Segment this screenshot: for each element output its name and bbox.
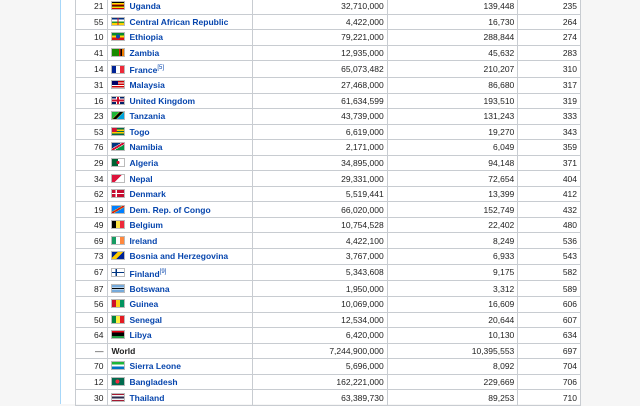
citation-link[interactable]: [9] bbox=[159, 268, 167, 275]
area-cell: 131,243 bbox=[387, 109, 518, 125]
country-link[interactable]: France bbox=[129, 65, 158, 76]
density-cell: 582 bbox=[518, 264, 581, 281]
population-cell: 5,519,441 bbox=[253, 186, 387, 202]
flag-icon bbox=[111, 220, 125, 229]
rank-cell: 21 bbox=[76, 0, 108, 14]
rank-cell: 55 bbox=[76, 14, 108, 30]
population-cell: 27,468,000 bbox=[253, 78, 387, 94]
rank-cell: 23 bbox=[76, 109, 108, 125]
density-cell: 333 bbox=[518, 109, 581, 125]
country-cell bbox=[108, 124, 253, 140]
country-cell bbox=[108, 328, 253, 344]
area-cell: 19,270 bbox=[387, 124, 518, 140]
density-cell: 710 bbox=[518, 390, 581, 406]
population-cell: 34,895,000 bbox=[253, 155, 387, 171]
area-cell: 16,730 bbox=[387, 14, 518, 30]
table-row bbox=[76, 233, 581, 249]
country-link[interactable]: Botswana bbox=[129, 283, 170, 294]
country-link[interactable]: Zambia bbox=[129, 47, 160, 58]
country-link[interactable]: Denmark bbox=[129, 189, 166, 200]
density-cell: 235 bbox=[518, 0, 581, 14]
rank-cell: 31 bbox=[76, 78, 108, 94]
flag-icon bbox=[111, 80, 125, 89]
country-link[interactable]: Togo bbox=[129, 126, 150, 137]
population-cell: 10,069,000 bbox=[253, 296, 387, 312]
country-link[interactable]: Libya bbox=[129, 330, 152, 341]
country-cell bbox=[108, 374, 253, 390]
flag-icon bbox=[111, 142, 125, 151]
area-cell: 193,510 bbox=[387, 93, 518, 109]
country-link[interactable]: Nepal bbox=[129, 173, 153, 184]
area-cell: 72,654 bbox=[387, 171, 518, 187]
area-cell: 89,253 bbox=[387, 390, 518, 406]
flag-icon bbox=[111, 299, 125, 308]
population-cell: 12,935,000 bbox=[253, 45, 387, 61]
density-cell: 606 bbox=[518, 296, 581, 312]
area-cell: 13,399 bbox=[387, 186, 518, 202]
area-cell: 86,680 bbox=[387, 78, 518, 94]
country-link[interactable]: Ireland bbox=[129, 235, 158, 246]
density-cell: 607 bbox=[518, 312, 581, 328]
population-cell: 63,389,730 bbox=[253, 390, 387, 406]
population-cell: 2,171,000 bbox=[253, 140, 387, 156]
density-cell: 404 bbox=[518, 171, 581, 187]
rank-cell: 10 bbox=[76, 30, 108, 46]
density-cell: 274 bbox=[518, 30, 581, 46]
rank-cell: 64 bbox=[76, 328, 108, 344]
density-cell: 412 bbox=[518, 186, 581, 202]
population-cell: 10,754,528 bbox=[253, 217, 387, 233]
table-row bbox=[76, 312, 581, 328]
flag-icon bbox=[111, 111, 125, 120]
population-cell: 7,244,900,000 bbox=[253, 343, 387, 359]
density-cell: 319 bbox=[518, 93, 581, 109]
area-cell: 45,632 bbox=[387, 45, 518, 61]
area-cell: 6,933 bbox=[387, 249, 518, 265]
rank-cell: 14 bbox=[76, 61, 108, 78]
flag-icon bbox=[111, 284, 125, 293]
density-cell: 359 bbox=[518, 140, 581, 156]
country-link[interactable]: Tanzania bbox=[129, 111, 166, 122]
table-row bbox=[76, 328, 581, 344]
flag-icon bbox=[111, 236, 125, 245]
flag-icon bbox=[111, 330, 125, 339]
area-cell: 139,448 bbox=[387, 0, 518, 14]
density-cell: 317 bbox=[518, 78, 581, 94]
area-cell: 8,092 bbox=[387, 359, 518, 375]
country-cell bbox=[108, 109, 253, 125]
table-row bbox=[76, 264, 581, 281]
population-cell: 6,619,000 bbox=[253, 124, 387, 140]
flag-icon bbox=[111, 205, 125, 214]
table-body bbox=[76, 0, 581, 405]
flag-icon bbox=[111, 1, 125, 10]
rank-cell: 53 bbox=[76, 124, 108, 140]
country-cell bbox=[108, 93, 253, 109]
flag-icon bbox=[111, 377, 125, 386]
rank-cell: 16 bbox=[76, 93, 108, 109]
table-row bbox=[76, 217, 581, 233]
country-link[interactable]: Dem. Rep. of Congo bbox=[129, 204, 211, 215]
table-row bbox=[76, 78, 581, 94]
flag-icon bbox=[111, 32, 125, 41]
country-link[interactable]: Central African Republic bbox=[129, 16, 229, 27]
table-row bbox=[76, 249, 581, 265]
country-cell bbox=[108, 343, 253, 359]
population-cell: 4,422,000 bbox=[253, 14, 387, 30]
density-cell: 536 bbox=[518, 233, 581, 249]
population-density-table bbox=[75, 0, 581, 406]
population-cell: 162,221,000 bbox=[253, 374, 387, 390]
flag-icon bbox=[111, 361, 125, 370]
table-row bbox=[76, 61, 581, 78]
area-cell: 8,249 bbox=[387, 233, 518, 249]
country-link[interactable]: Algeria bbox=[129, 158, 159, 169]
table-row bbox=[76, 14, 581, 30]
flag-icon bbox=[111, 65, 125, 74]
population-cell: 12,534,000 bbox=[253, 312, 387, 328]
density-cell: 589 bbox=[518, 281, 581, 297]
table-row bbox=[76, 343, 581, 359]
population-cell: 5,343,608 bbox=[253, 264, 387, 281]
flag-icon bbox=[111, 251, 125, 260]
country-cell bbox=[108, 155, 253, 171]
rank-cell: 30 bbox=[76, 390, 108, 406]
density-cell: 704 bbox=[518, 359, 581, 375]
country-cell bbox=[108, 30, 253, 46]
country-cell bbox=[108, 14, 253, 30]
country-cell bbox=[108, 312, 253, 328]
population-cell: 6,420,000 bbox=[253, 328, 387, 344]
flag-icon bbox=[111, 158, 125, 167]
rank-cell: 50 bbox=[76, 312, 108, 328]
flag-icon bbox=[111, 393, 125, 402]
country-cell bbox=[108, 217, 253, 233]
area-cell: 9,175 bbox=[387, 264, 518, 281]
table-row bbox=[76, 93, 581, 109]
table-row bbox=[76, 0, 581, 14]
density-cell: 697 bbox=[518, 343, 581, 359]
area-cell: 22,402 bbox=[387, 217, 518, 233]
flag-icon bbox=[111, 17, 125, 26]
population-cell: 4,422,100 bbox=[253, 233, 387, 249]
rank-cell: 62 bbox=[76, 186, 108, 202]
country-cell bbox=[108, 233, 253, 249]
table-row bbox=[76, 140, 581, 156]
population-cell: 5,696,000 bbox=[253, 359, 387, 375]
rank-cell: 41 bbox=[76, 45, 108, 61]
rank-cell: — bbox=[76, 343, 108, 359]
table-row bbox=[76, 186, 581, 202]
density-cell: 343 bbox=[518, 124, 581, 140]
country-link[interactable]: Malaysia bbox=[129, 80, 165, 91]
density-cell: 543 bbox=[518, 249, 581, 265]
country-link[interactable]: Guinea bbox=[129, 299, 159, 310]
country-link[interactable]: Finland bbox=[129, 268, 160, 279]
area-cell: 6,049 bbox=[387, 140, 518, 156]
citation-link[interactable]: [5] bbox=[157, 65, 164, 72]
table-row bbox=[76, 171, 581, 187]
table-row bbox=[76, 359, 581, 375]
density-cell: 480 bbox=[518, 217, 581, 233]
area-cell: 94,148 bbox=[387, 155, 518, 171]
country-link[interactable]: Bangladesh bbox=[129, 376, 178, 387]
flag-icon bbox=[111, 315, 125, 324]
rank-cell: 87 bbox=[76, 281, 108, 297]
rank-cell: 29 bbox=[76, 155, 108, 171]
rank-cell: 34 bbox=[76, 171, 108, 187]
country-cell bbox=[108, 281, 253, 297]
table-row bbox=[76, 374, 581, 390]
country-cell bbox=[108, 0, 253, 14]
flag-icon bbox=[111, 189, 125, 198]
country-link[interactable]: Belgium bbox=[129, 220, 163, 231]
area-cell: 16,609 bbox=[387, 296, 518, 312]
country-link[interactable]: United Kingdom bbox=[129, 95, 196, 106]
table-row bbox=[76, 296, 581, 312]
area-cell: 210,207 bbox=[387, 61, 518, 78]
country-cell bbox=[108, 45, 253, 61]
country-link[interactable]: Ethiopia bbox=[129, 32, 163, 43]
population-cell: 66,020,000 bbox=[253, 202, 387, 218]
area-cell: 20,644 bbox=[387, 312, 518, 328]
rank-cell: 19 bbox=[76, 202, 108, 218]
population-cell: 29,331,000 bbox=[253, 171, 387, 187]
flag-icon bbox=[111, 48, 125, 57]
table-row bbox=[76, 30, 581, 46]
article-content bbox=[60, 0, 581, 404]
density-cell: 283 bbox=[518, 45, 581, 61]
density-cell: 432 bbox=[518, 202, 581, 218]
density-cell: 634 bbox=[518, 328, 581, 344]
country-cell bbox=[108, 264, 253, 281]
rank-cell: 56 bbox=[76, 296, 108, 312]
area-cell: 152,749 bbox=[387, 202, 518, 218]
flag-icon bbox=[111, 96, 125, 105]
country-cell bbox=[108, 249, 253, 265]
flag-icon bbox=[111, 127, 125, 136]
area-cell: 229,669 bbox=[387, 374, 518, 390]
table-row bbox=[76, 390, 581, 406]
rank-cell: 49 bbox=[76, 217, 108, 233]
rank-cell: 70 bbox=[76, 359, 108, 375]
country-cell bbox=[108, 202, 253, 218]
density-cell: 264 bbox=[518, 14, 581, 30]
flag-icon bbox=[111, 268, 125, 277]
rank-cell: 12 bbox=[76, 374, 108, 390]
country-cell bbox=[108, 186, 253, 202]
population-cell: 65,073,482 bbox=[253, 61, 387, 78]
table-row bbox=[76, 281, 581, 297]
area-cell: 288,844 bbox=[387, 30, 518, 46]
country-cell bbox=[108, 390, 253, 406]
country-link[interactable]: Thailand bbox=[129, 392, 165, 403]
country-cell bbox=[108, 78, 253, 94]
rank-cell: 69 bbox=[76, 233, 108, 249]
density-cell: 310 bbox=[518, 61, 581, 78]
country-link[interactable]: Namibia bbox=[129, 142, 163, 153]
rank-cell: 73 bbox=[76, 249, 108, 265]
country-link[interactable]: Sierra Leone bbox=[129, 361, 181, 372]
country-cell bbox=[108, 171, 253, 187]
country-link[interactable]: Bosnia and Herzegovina bbox=[129, 251, 229, 262]
density-cell: 706 bbox=[518, 374, 581, 390]
population-cell: 1,950,000 bbox=[253, 281, 387, 297]
country-link[interactable]: Senegal bbox=[129, 314, 163, 325]
table-row bbox=[76, 155, 581, 171]
population-cell: 32,710,000 bbox=[253, 0, 387, 14]
country-cell bbox=[108, 359, 253, 375]
area-cell: 3,312 bbox=[387, 281, 518, 297]
area-cell: 10,395,553 bbox=[387, 343, 518, 359]
country-link: World bbox=[111, 345, 136, 356]
table-row bbox=[76, 45, 581, 61]
table-row bbox=[76, 124, 581, 140]
flag-icon bbox=[111, 174, 125, 183]
table-row bbox=[76, 109, 581, 125]
country-cell bbox=[108, 61, 253, 78]
country-link[interactable]: Uganda bbox=[129, 1, 161, 12]
population-cell: 79,221,000 bbox=[253, 30, 387, 46]
country-cell bbox=[108, 296, 253, 312]
rank-cell: 76 bbox=[76, 140, 108, 156]
table-row bbox=[76, 202, 581, 218]
rank-cell: 67 bbox=[76, 264, 108, 281]
population-cell: 61,634,599 bbox=[253, 93, 387, 109]
country-cell bbox=[108, 140, 253, 156]
population-cell: 3,767,000 bbox=[253, 249, 387, 265]
density-cell: 371 bbox=[518, 155, 581, 171]
population-cell: 43,739,000 bbox=[253, 109, 387, 125]
area-cell: 10,130 bbox=[387, 328, 518, 344]
